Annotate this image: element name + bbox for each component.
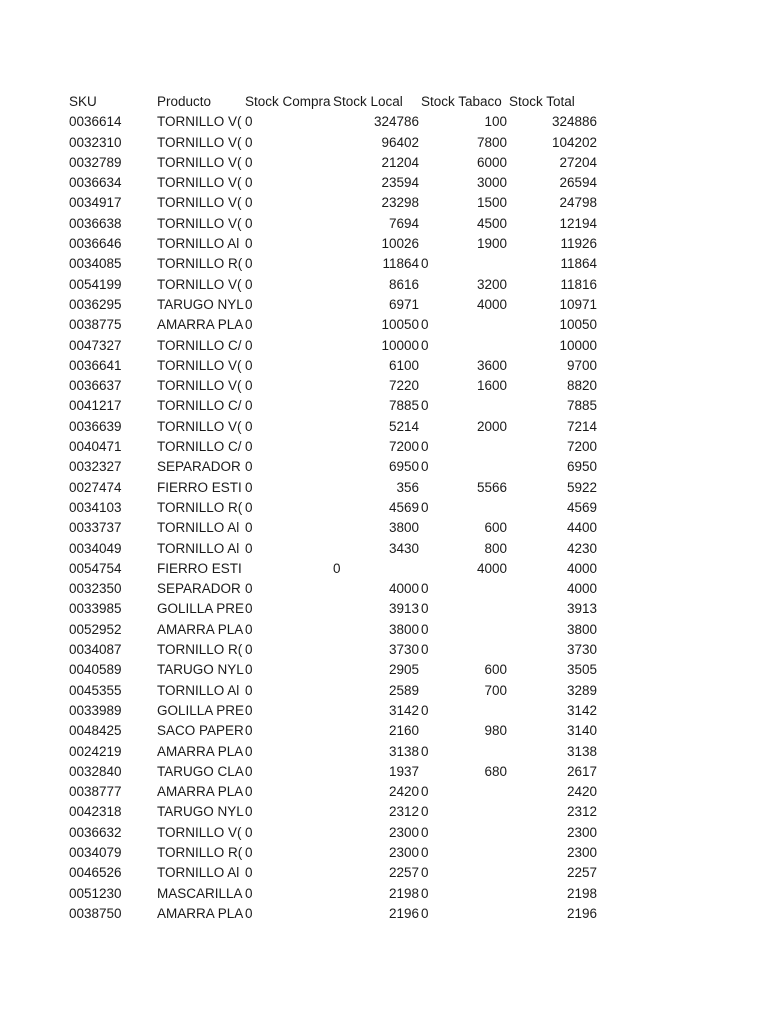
cell-producto: GOLILLA PRE <box>157 601 245 617</box>
cell-stock-compra: 0 <box>245 743 253 759</box>
cell-producto: TORNILLO R( <box>157 256 243 272</box>
table-row <box>0 457 768 477</box>
cell-stock-local: 7885 <box>388 398 419 414</box>
cell-stock-compra: 0 <box>245 357 253 373</box>
cell-producto: TORNILLO Al <box>157 540 240 556</box>
cell-stock-compra: 0 <box>245 662 253 678</box>
cell-sku: 0036295 <box>69 296 122 312</box>
cell-sku: 0033985 <box>69 601 122 617</box>
cell-stock-local: 6100 <box>388 357 419 373</box>
cell-stock-compra: 0 <box>245 763 253 779</box>
table-row <box>0 336 768 356</box>
cell-stock-local: 324786 <box>373 114 419 130</box>
cell-stock-total: 324886 <box>551 114 597 130</box>
cell-stock-total: 2198 <box>566 885 597 901</box>
cell-producto: TORNILLO V( <box>157 215 242 231</box>
cell-stock-total: 7214 <box>566 418 597 434</box>
cell-sku: 0024219 <box>69 743 122 759</box>
cell-stock-compra: 0 <box>245 398 253 414</box>
cell-stock-compra: 0 <box>245 175 253 191</box>
cell-stock-tabaco: 600 <box>484 662 507 678</box>
cell-stock-compra: 0 <box>245 885 253 901</box>
cell-stock-total: 7885 <box>566 398 597 414</box>
cell-stock-local: 11864 <box>382 256 419 272</box>
header-stock-compra: Stock Compra <box>245 94 331 109</box>
cell-stock-tabaco: 800 <box>484 540 507 556</box>
cell-stock-total: 26594 <box>559 175 597 191</box>
cell-stock-tabaco: 0 <box>421 581 429 597</box>
cell-stock-tabaco: 0 <box>421 337 429 353</box>
cell-sku: 0033989 <box>69 702 122 718</box>
cell-sku: 0036646 <box>69 236 122 252</box>
table-row <box>0 904 768 924</box>
cell-sku: 0034917 <box>69 195 122 211</box>
cell-stock-total: 8820 <box>566 378 597 394</box>
cell-stock-compra: 0 <box>245 215 253 231</box>
cell-stock-tabaco: 600 <box>484 520 507 536</box>
table-row <box>0 843 768 863</box>
cell-stock-compra: 0 <box>333 560 341 576</box>
cell-sku: 0038750 <box>69 905 122 921</box>
cell-stock-tabaco: 5566 <box>476 479 507 495</box>
table-row <box>0 660 768 680</box>
cell-stock-tabaco: 700 <box>484 682 507 698</box>
cell-producto: TORNILLO V( <box>157 418 242 434</box>
cell-sku: 0047327 <box>69 337 122 353</box>
cell-stock-local: 4000 <box>388 581 419 597</box>
cell-stock-local: 6971 <box>388 296 419 312</box>
cell-sku: 0034079 <box>69 844 122 860</box>
cell-producto: TARUGO CLA <box>157 763 244 779</box>
cell-stock-tabaco: 3600 <box>476 357 507 373</box>
cell-producto: GOLILLA PRE <box>157 702 245 718</box>
cell-stock-total: 10971 <box>559 296 597 312</box>
cell-sku: 0040589 <box>69 662 122 678</box>
cell-producto: TARUGO NYL <box>157 804 244 820</box>
table-row <box>0 823 768 843</box>
cell-stock-tabaco: 0 <box>421 499 429 515</box>
cell-producto: TORNILLO V( <box>157 357 242 373</box>
cell-stock-tabaco: 0 <box>421 601 429 617</box>
cell-stock-local: 7200 <box>388 439 419 455</box>
cell-stock-tabaco: 0 <box>421 317 429 333</box>
cell-stock-total: 11816 <box>560 276 597 292</box>
cell-sku: 0032840 <box>69 763 122 779</box>
cell-sku: 0052952 <box>69 621 122 637</box>
cell-stock-compra: 0 <box>245 601 253 617</box>
table-row <box>0 214 768 234</box>
cell-producto: TORNILLO V( <box>157 154 242 170</box>
table-row <box>0 742 768 762</box>
cell-stock-tabaco: 0 <box>421 844 429 860</box>
cell-stock-total: 27204 <box>559 154 597 170</box>
cell-stock-local: 8616 <box>388 276 419 292</box>
cell-stock-compra: 0 <box>245 723 253 739</box>
cell-stock-compra: 0 <box>245 905 253 921</box>
cell-stock-total: 4230 <box>566 540 597 556</box>
cell-stock-tabaco: 680 <box>484 763 507 779</box>
cell-stock-compra: 0 <box>245 317 253 333</box>
cell-sku: 0033737 <box>69 520 122 536</box>
table-row <box>0 417 768 437</box>
cell-stock-tabaco: 0 <box>421 905 429 921</box>
table-row <box>0 193 768 213</box>
cell-stock-total: 11864 <box>560 256 597 272</box>
table-row <box>0 559 768 579</box>
cell-sku: 0036632 <box>69 824 122 840</box>
table-row <box>0 133 768 153</box>
cell-stock-total: 2300 <box>566 844 597 860</box>
cell-stock-local: 2905 <box>388 662 419 678</box>
cell-stock-total: 3800 <box>566 621 597 637</box>
table-row <box>0 599 768 619</box>
table-row <box>0 376 768 396</box>
cell-producto: TORNILLO R( <box>157 499 243 515</box>
cell-stock-local: 2198 <box>388 885 419 901</box>
cell-stock-total: 24798 <box>559 195 597 211</box>
cell-stock-total: 9700 <box>566 357 597 373</box>
header-stock-local: Stock Local <box>333 94 403 109</box>
cell-producto: TORNILLO C/ <box>157 439 242 455</box>
table-row <box>0 112 768 132</box>
cell-stock-tabaco: 0 <box>421 784 429 800</box>
cell-stock-compra: 0 <box>245 499 253 515</box>
table-row <box>0 356 768 376</box>
cell-stock-compra: 0 <box>245 418 253 434</box>
cell-stock-local: 7694 <box>388 215 419 231</box>
table-row <box>0 539 768 559</box>
cell-stock-local: 3730 <box>388 642 419 658</box>
cell-stock-local: 2196 <box>388 905 419 921</box>
cell-stock-tabaco: 0 <box>421 865 429 881</box>
cell-stock-compra: 0 <box>245 378 253 394</box>
cell-stock-total: 104202 <box>551 134 597 150</box>
cell-producto: AMARRA PLA <box>157 905 244 921</box>
cell-sku: 0046526 <box>69 865 122 881</box>
cell-stock-tabaco: 1500 <box>476 195 507 211</box>
cell-producto: TORNILLO V( <box>157 114 242 130</box>
cell-stock-tabaco: 6000 <box>476 154 507 170</box>
cell-producto: TORNILLO Al <box>157 236 240 252</box>
cell-sku: 0036639 <box>69 418 122 434</box>
cell-stock-total: 2420 <box>566 784 597 800</box>
cell-stock-compra: 0 <box>245 520 253 536</box>
cell-stock-local: 23594 <box>381 175 419 191</box>
cell-sku: 0032789 <box>69 154 122 170</box>
cell-producto: TORNILLO V( <box>157 195 242 211</box>
cell-sku: 0054199 <box>69 276 122 292</box>
table-row <box>0 518 768 538</box>
cell-producto: TORNILLO Al <box>157 682 240 698</box>
cell-stock-local: 356 <box>396 479 419 495</box>
cell-producto: AMARRA PLA <box>157 743 244 759</box>
table-row <box>0 884 768 904</box>
cell-stock-tabaco: 0 <box>421 256 429 272</box>
cell-stock-total: 6950 <box>566 459 597 475</box>
cell-stock-local: 3142 <box>388 702 419 718</box>
stock-table <box>0 92 768 924</box>
cell-producto: AMARRA PLA <box>157 621 244 637</box>
cell-stock-tabaco: 3200 <box>476 276 507 292</box>
cell-sku: 0045355 <box>69 682 122 698</box>
table-row <box>0 153 768 173</box>
cell-stock-local: 3800 <box>388 621 419 637</box>
cell-stock-total: 2312 <box>566 804 597 820</box>
cell-stock-tabaco: 2000 <box>476 418 507 434</box>
cell-stock-compra: 0 <box>245 784 253 800</box>
cell-stock-compra: 0 <box>245 276 253 292</box>
cell-stock-local: 21204 <box>381 154 419 170</box>
table-row <box>0 173 768 193</box>
cell-stock-compra: 0 <box>245 134 253 150</box>
cell-stock-local: 3138 <box>388 743 419 759</box>
table-row <box>0 275 768 295</box>
table-row <box>0 701 768 721</box>
cell-sku: 0032350 <box>69 581 122 597</box>
cell-stock-compra: 0 <box>245 540 253 556</box>
cell-stock-local: 3430 <box>388 540 419 556</box>
table-row <box>0 254 768 274</box>
cell-stock-tabaco: 0 <box>421 885 429 901</box>
cell-stock-tabaco: 0 <box>421 398 429 414</box>
cell-sku: 0036634 <box>69 175 122 191</box>
cell-sku: 0042318 <box>69 804 122 820</box>
cell-sku: 0034049 <box>69 540 122 556</box>
cell-stock-compra: 0 <box>245 296 253 312</box>
cell-stock-local: 1937 <box>388 763 419 779</box>
cell-stock-tabaco: 7800 <box>476 134 507 150</box>
cell-producto: FIERRO ESTI <box>157 479 242 495</box>
cell-stock-tabaco: 1900 <box>476 236 507 252</box>
cell-stock-tabaco: 0 <box>421 824 429 840</box>
cell-stock-tabaco: 0 <box>421 439 429 455</box>
table-row <box>0 782 768 802</box>
cell-stock-tabaco: 0 <box>421 702 429 718</box>
cell-producto: TORNILLO R( <box>157 642 243 658</box>
table-body <box>0 112 768 924</box>
cell-stock-local: 2420 <box>388 784 419 800</box>
cell-sku: 0048425 <box>69 723 122 739</box>
cell-stock-tabaco: 1600 <box>476 378 507 394</box>
cell-stock-compra: 0 <box>245 621 253 637</box>
table-row <box>0 315 768 335</box>
cell-stock-compra: 0 <box>245 702 253 718</box>
cell-sku: 0038777 <box>69 784 122 800</box>
cell-stock-local: 6950 <box>388 459 419 475</box>
cell-producto: TORNILLO V( <box>157 276 242 292</box>
table-row <box>0 640 768 660</box>
cell-producto: TORNILLO V( <box>157 824 242 840</box>
cell-stock-tabaco: 0 <box>421 459 429 475</box>
cell-stock-total: 10000 <box>559 337 597 353</box>
table-row <box>0 478 768 498</box>
cell-stock-tabaco: 4500 <box>476 215 507 231</box>
cell-stock-compra: 0 <box>245 804 253 820</box>
table-row <box>0 437 768 457</box>
cell-stock-local: 2257 <box>388 865 419 881</box>
cell-sku: 0034103 <box>69 499 122 515</box>
cell-sku: 0051230 <box>69 885 122 901</box>
cell-stock-compra: 0 <box>245 154 253 170</box>
cell-stock-local: 5214 <box>388 418 419 434</box>
table-row <box>0 802 768 822</box>
cell-sku: 0036637 <box>69 378 122 394</box>
cell-stock-local: 4569 <box>388 499 419 515</box>
cell-sku: 0040471 <box>69 439 122 455</box>
cell-stock-total: 2617 <box>566 763 597 779</box>
cell-stock-compra: 0 <box>245 195 253 211</box>
cell-stock-total: 3142 <box>566 702 597 718</box>
cell-stock-tabaco: 100 <box>484 114 507 130</box>
cell-stock-total: 4000 <box>566 581 597 597</box>
cell-sku: 0034087 <box>69 642 122 658</box>
cell-stock-total: 4569 <box>566 499 597 515</box>
cell-stock-total: 4000 <box>566 560 597 576</box>
cell-producto: TORNILLO C/ <box>157 337 242 353</box>
cell-stock-total: 2300 <box>566 824 597 840</box>
cell-stock-tabaco: 0 <box>421 743 429 759</box>
table-row <box>0 498 768 518</box>
cell-producto: TORNILLO Al <box>157 520 240 536</box>
cell-stock-total: 7200 <box>566 439 597 455</box>
table-row <box>0 396 768 416</box>
cell-stock-local: 3800 <box>388 520 419 536</box>
cell-stock-compra: 0 <box>245 459 253 475</box>
cell-producto: AMARRA PLA <box>157 317 244 333</box>
header-stock-total: Stock Total <box>509 94 575 109</box>
table-row <box>0 234 768 254</box>
cell-stock-total: 3289 <box>566 682 597 698</box>
cell-stock-compra: 0 <box>245 844 253 860</box>
cell-sku: 0032310 <box>69 134 122 150</box>
cell-stock-total: 4400 <box>566 520 597 536</box>
cell-stock-total: 3913 <box>566 601 597 617</box>
cell-stock-compra: 0 <box>245 865 253 881</box>
cell-sku: 0032327 <box>69 459 122 475</box>
cell-stock-compra: 0 <box>245 682 253 698</box>
cell-stock-total: 3505 <box>566 662 597 678</box>
cell-producto: TORNILLO V( <box>157 134 242 150</box>
header-stock-tabaco: Stock Tabaco <box>421 94 502 109</box>
cell-sku: 0036641 <box>69 357 122 373</box>
cell-stock-local: 2300 <box>388 844 419 860</box>
table-row <box>0 762 768 782</box>
cell-stock-compra: 0 <box>245 642 253 658</box>
cell-stock-compra: 0 <box>245 114 253 130</box>
cell-producto: TORNILLO C/ <box>157 398 242 414</box>
cell-stock-compra: 0 <box>245 337 253 353</box>
cell-stock-compra: 0 <box>245 256 253 272</box>
cell-stock-local: 10050 <box>381 317 419 333</box>
cell-stock-tabaco: 980 <box>484 723 507 739</box>
cell-producto: MASCARILLA <box>157 885 243 901</box>
cell-stock-compra: 0 <box>245 236 253 252</box>
cell-producto: AMARRA PLA <box>157 784 244 800</box>
cell-sku: 0036638 <box>69 215 122 231</box>
cell-sku: 0038775 <box>69 317 122 333</box>
cell-stock-total: 5922 <box>566 479 597 495</box>
table-row <box>0 620 768 640</box>
table-row <box>0 295 768 315</box>
cell-stock-local: 10026 <box>381 236 419 252</box>
cell-stock-compra: 0 <box>245 479 253 495</box>
cell-sku: 0054754 <box>69 560 122 576</box>
cell-producto: TORNILLO R( <box>157 844 243 860</box>
cell-stock-compra: 0 <box>245 439 253 455</box>
cell-producto: TORNILLO V( <box>157 175 242 191</box>
cell-sku: 0027474 <box>69 479 122 495</box>
cell-stock-tabaco: 4000 <box>476 296 507 312</box>
cell-stock-total: 2257 <box>566 865 597 881</box>
cell-producto: SEPARADOR <box>157 581 241 597</box>
table-row <box>0 721 768 741</box>
table-row <box>0 579 768 599</box>
cell-stock-local: 3913 <box>388 601 419 617</box>
cell-stock-total: 3730 <box>566 642 597 658</box>
cell-stock-local: 2300 <box>388 824 419 840</box>
cell-sku: 0034085 <box>69 256 122 272</box>
cell-producto: SEPARADOR <box>157 459 241 475</box>
cell-stock-total: 2196 <box>566 905 597 921</box>
table-row <box>0 681 768 701</box>
header-producto: Producto <box>157 94 212 109</box>
cell-stock-total: 3140 <box>566 723 597 739</box>
cell-stock-tabaco: 4000 <box>476 560 507 576</box>
cell-stock-tabaco: 3000 <box>476 175 507 191</box>
cell-stock-local: 96402 <box>381 134 419 150</box>
cell-producto: FIERRO ESTI <box>157 560 242 576</box>
cell-stock-tabaco: 0 <box>421 804 429 820</box>
cell-stock-total: 12194 <box>559 215 597 231</box>
cell-sku: 0036614 <box>69 114 122 130</box>
cell-producto: SACO PAPER <box>157 723 244 739</box>
cell-stock-local: 10000 <box>381 337 419 353</box>
cell-stock-local: 7220 <box>388 378 419 394</box>
cell-producto: TORNILLO Al <box>157 865 240 881</box>
cell-stock-local: 2589 <box>388 682 419 698</box>
cell-stock-compra: 0 <box>245 581 253 597</box>
header-sku: SKU <box>69 94 97 109</box>
header-row <box>0 92 768 112</box>
cell-stock-total: 3138 <box>566 743 597 759</box>
cell-producto: TARUGO NYL <box>157 296 244 312</box>
table-row <box>0 863 768 883</box>
cell-stock-total: 11926 <box>560 236 597 252</box>
cell-stock-total: 10050 <box>559 317 597 333</box>
cell-stock-tabaco: 0 <box>421 621 429 637</box>
cell-stock-local: 23298 <box>381 195 419 211</box>
cell-stock-compra: 0 <box>245 824 253 840</box>
cell-stock-local: 2312 <box>388 804 419 820</box>
cell-producto: TORNILLO V( <box>157 378 242 394</box>
cell-producto: TARUGO NYL <box>157 662 244 678</box>
cell-stock-tabaco: 0 <box>421 642 429 658</box>
cell-sku: 0041217 <box>69 398 122 414</box>
cell-stock-local: 2160 <box>388 723 419 739</box>
